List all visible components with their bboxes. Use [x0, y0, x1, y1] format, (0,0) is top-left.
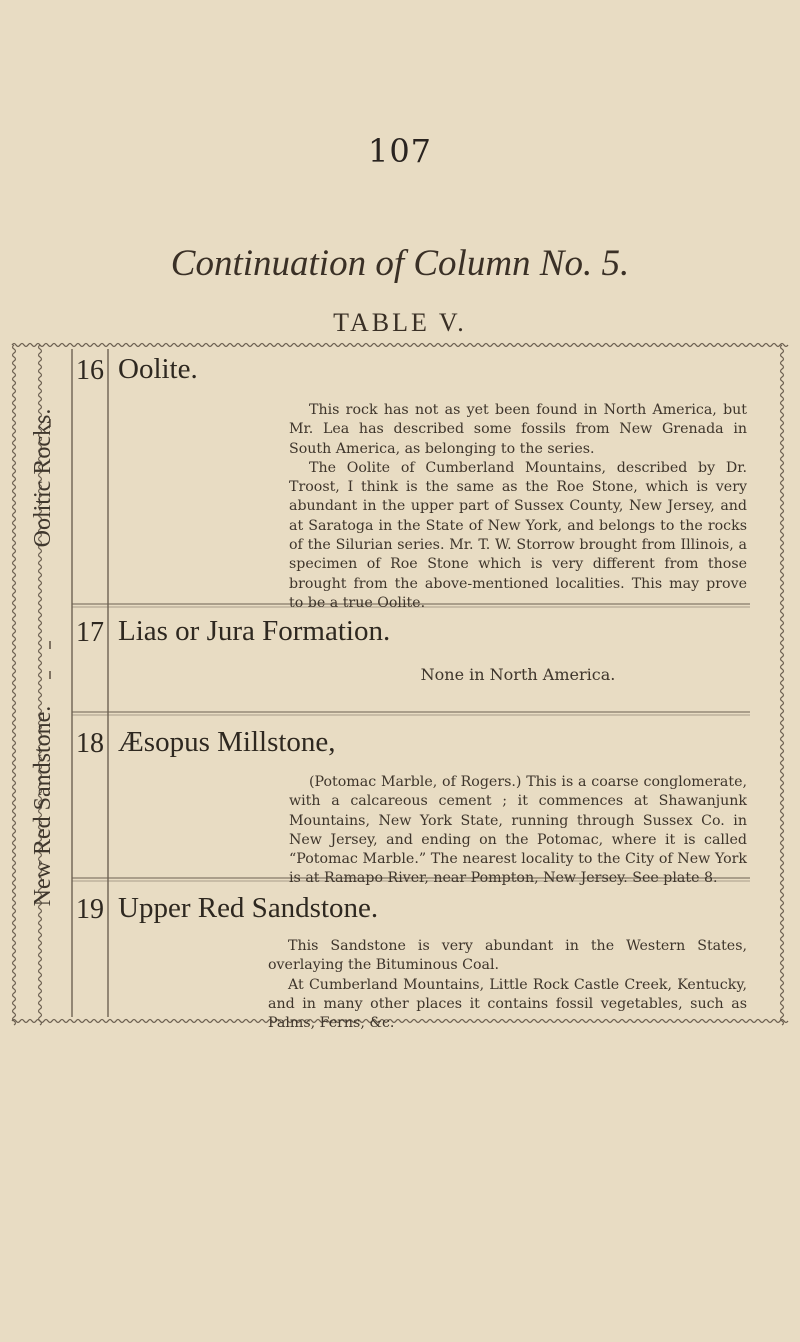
group-label-new-red: New Red Sandstone. — [30, 705, 56, 907]
entry-paragraph: At Cumberland Mountains, Little Rock Castle Creek, Kentucky, and in many other places it contains fossil vegetables, such as Palms, Ferns, &c. — [268, 976, 747, 1032]
entry-paragraph: None in North America. — [420, 665, 616, 684]
table-title: TABLE V. — [333, 308, 467, 337]
entry-number: 17 — [76, 617, 104, 648]
entry-number: 16 — [76, 355, 104, 386]
entry-paragraph: The Oolite of Cumberland Mountains, described by Dr. Troost, I think is the same as the Roe Stone, which is very abundant in the upper part of Sussex County, New Jersey, and at Saratoga in the State of New York, and belongs to the rocks of the Silurian series. Mr. T. W. Storrow brought from Illinois, a specimen of Roe Stone which is very different from those brought from the above-mentioned localities. This may prove to be a true Oolite. — [289, 459, 747, 611]
entry-paragraph: This rock has not as yet been found in North America, but Mr. Lea has described some fossils from New Grenada in South America, as belonging to the series. — [289, 402, 747, 457]
entry-description — [289, 401, 747, 613]
entry-title: Upper Red Sandstone. — [118, 892, 379, 924]
group-label-oolitic: Oolitic Rocks. — [30, 408, 56, 548]
entry-title: Oolite. — [118, 353, 198, 385]
entry-number: 19 — [76, 894, 104, 925]
entry-description — [268, 937, 747, 1033]
entry-title: Æsopus Millstone, — [118, 726, 336, 758]
entry-description — [289, 665, 747, 684]
entry-title: Lias or Jura Formation. — [118, 615, 391, 647]
page-title: Continuation of Column No. 5. — [170, 243, 630, 284]
page-number: 107 — [367, 132, 433, 170]
entry-number: 18 — [76, 728, 104, 759]
entry-paragraph: (Potomac Marble, of Rogers.) This is a coarse conglomerate, with a calcareous cement ; it commences at Shawanjunk Mountains, New York State, running through Sussex Co. in New Jersey, and ending on the Potomac, where it is called “Potomac Marble.” The nearest locality to the City of New York is at Ramapo River, near Pompton, New Jersey. See plate 8. — [289, 774, 747, 887]
entry-paragraph: This Sandstone is very abundant in the Western States, overlaying the Bituminous Coal. — [268, 938, 747, 974]
entry-description — [289, 773, 747, 889]
table-frame — [10, 341, 790, 1031]
